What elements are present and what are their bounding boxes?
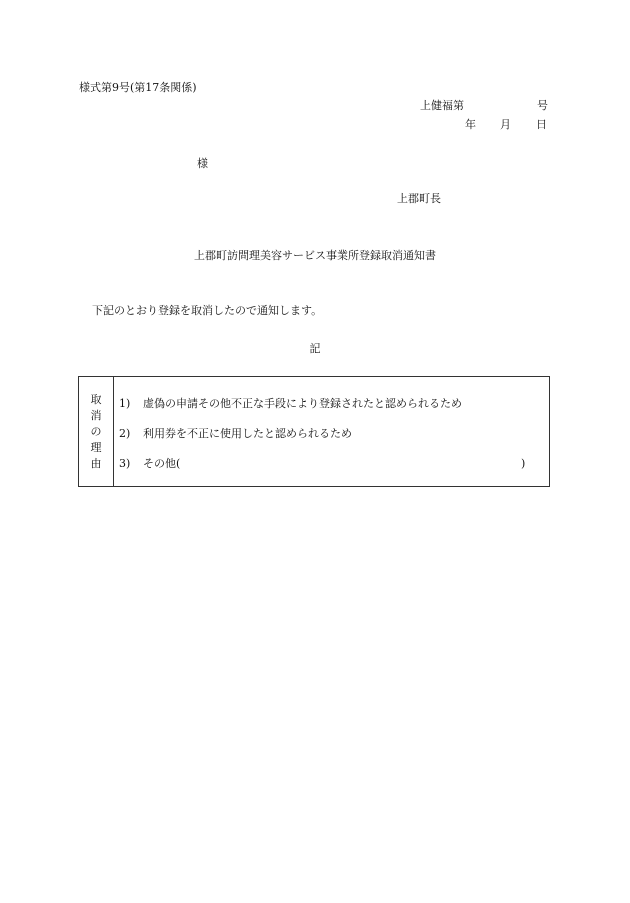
date-month-label: 月 xyxy=(500,118,511,131)
issuer-name: 上郡町長 xyxy=(397,192,441,205)
cancellation-reason-table xyxy=(78,376,550,487)
reason-text: 虚偽の申請その他不正な手段により登録されたと認められるため xyxy=(143,397,462,410)
reason-row xyxy=(79,397,549,411)
reason-header-char: 理 xyxy=(90,441,102,454)
reason-header-char: の xyxy=(90,425,102,438)
reason-number: 3) xyxy=(119,457,131,470)
reason-header-char: 取 xyxy=(90,393,102,406)
reason-header-char: 消 xyxy=(90,409,102,422)
reason-row xyxy=(79,427,549,441)
date-year-label: 年 xyxy=(465,118,476,131)
reason-header-char: 由 xyxy=(90,457,102,470)
document-title: 上郡町訪問理美容サービス事業所登録取消通知書 xyxy=(194,249,436,262)
form-number: 様式第9号(第17条関係) xyxy=(79,81,197,94)
document-number-suffix: 号 xyxy=(537,99,548,112)
reason-row xyxy=(79,457,549,471)
addressee-honorific: 様 xyxy=(197,157,208,170)
reason-text: 利用券を不正に使用したと認められるため xyxy=(143,427,352,440)
notification-body: 下記のとおり登録を取消したので通知します。 xyxy=(92,304,323,317)
document-number-prefix: 上健福第 xyxy=(420,99,464,112)
ki-label: 記 xyxy=(309,342,321,355)
reason-text: その他( xyxy=(143,457,181,470)
reason-number: 1) xyxy=(119,397,131,410)
date-day-label: 日 xyxy=(536,118,547,131)
reason-number: 2) xyxy=(119,427,131,440)
reason-close-paren: ) xyxy=(521,457,526,470)
